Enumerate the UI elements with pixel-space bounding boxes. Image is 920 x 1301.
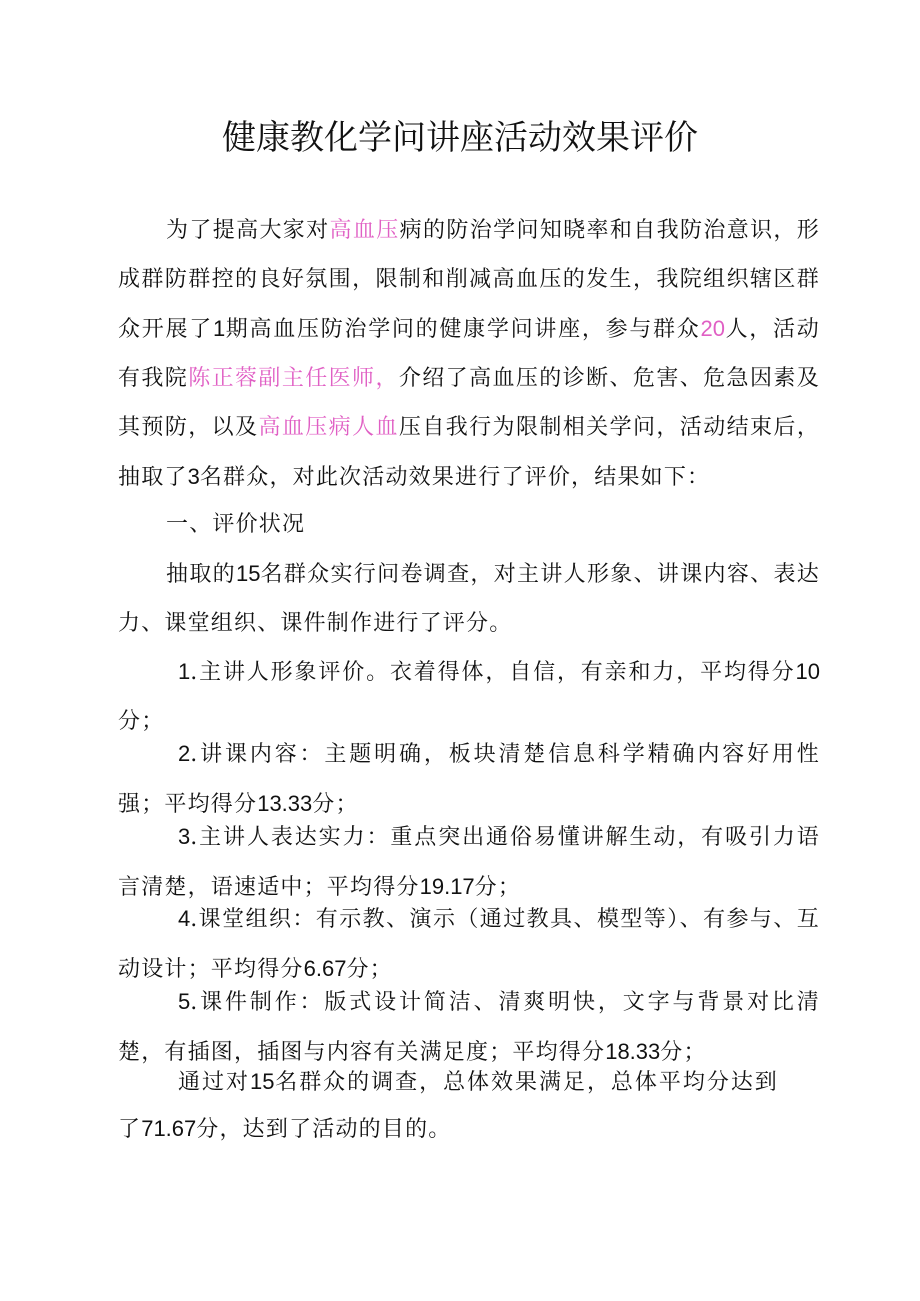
intro-text-3: 期高血压防治学问的健康学问讲座，参与群众 (225, 317, 701, 342)
section-heading: 一、评价状况 (166, 512, 306, 537)
item-tail: 分； (346, 957, 393, 982)
item-number: 1 (178, 659, 191, 684)
item-number: 5 (178, 989, 191, 1014)
intro-text-1: 为了提高大家对 (166, 218, 330, 243)
item-score: 10 (795, 659, 820, 684)
intro-text-4: 人，活动有我院 (118, 317, 820, 391)
item-tail: 分； (474, 875, 522, 900)
item-number: 4 (178, 906, 191, 931)
item-score: 18.33 (605, 1039, 661, 1064)
summary-text-3: 分，达到了活动的目的。 (196, 1117, 452, 1142)
intro-text-2: 病的防治学问知晓率和自我防治意识，形成群防群控的良好氛围，限制和削减高血压的发生，我院组织辖区群众开展了 (118, 218, 820, 342)
item-number: 3 (178, 824, 191, 849)
summary-count: 15 (249, 1069, 275, 1094)
item-tail: 分； (312, 792, 359, 817)
item-score: 13.33 (257, 791, 313, 816)
item-score: 19.17 (419, 874, 475, 899)
highlight-hypertension: 高血压 (329, 218, 400, 243)
item-text: .课件制作：版式设计简洁、清爽明快，文字与背景对比清楚，有插图，插图与内容有关满足度；平均得分 (118, 990, 820, 1065)
item-score: 6.67 (303, 956, 347, 981)
intro-text-6: 压自我行为限制相关学问，活动结束后，抽取了 (118, 415, 821, 490)
document-title: 健康教化学问讲座活动效果评价 (222, 118, 698, 158)
method-text-2: 名群众实行问卷调查，对主讲人形象、讲课内容、表达力、课堂组织、课件制作进行了评分。 (118, 562, 820, 636)
participant-count: 20 (700, 316, 726, 341)
item-text: .主讲人形象评价。衣着得体，自信，有亲和力，平均得分 (190, 660, 796, 685)
summary-text-1: 通过对 (178, 1070, 250, 1095)
item-text: .讲课内容：主题明确，板块清楚信息科学精确内容好用性强；平均得分 (118, 742, 820, 817)
intro-text-7: 名群众，对此次活动效果进行了评价，结果如下： (199, 465, 711, 490)
highlight-patients: 高血压病人血 (258, 415, 399, 440)
survey-count: 15 (235, 561, 261, 586)
item-text: .主讲人表达实力：重点突出通俗易懂讲解生动，有吸引力语言清楚，语速适中；平均得分 (118, 825, 820, 900)
summary-text-2: 名群众的调查，总体效果满足，总体平均分达到了 (118, 1070, 779, 1142)
item-tail: 分； (118, 709, 165, 734)
summary-paragraph (118, 1059, 778, 1153)
item-number: 2 (178, 741, 191, 766)
method-text-1: 抽取的 (166, 562, 236, 587)
intro-paragraph (118, 206, 820, 502)
intro-text-5: 介绍了高血压的诊断、危害、危急因素及其预防，以及 (118, 366, 820, 440)
sample-count: 3 (187, 464, 200, 489)
total-score: 71.67 (141, 1116, 197, 1141)
session-count: 1 (212, 316, 226, 341)
item-tail: 分； (660, 1040, 707, 1065)
highlight-doctor-name: 陈正蓉副主任医师， (188, 366, 399, 391)
item-text: .课堂组织：有示教、演示（通过教具、模型等）、有参与、互动设计；平均得分 (118, 907, 820, 982)
method-paragraph (118, 549, 820, 648)
